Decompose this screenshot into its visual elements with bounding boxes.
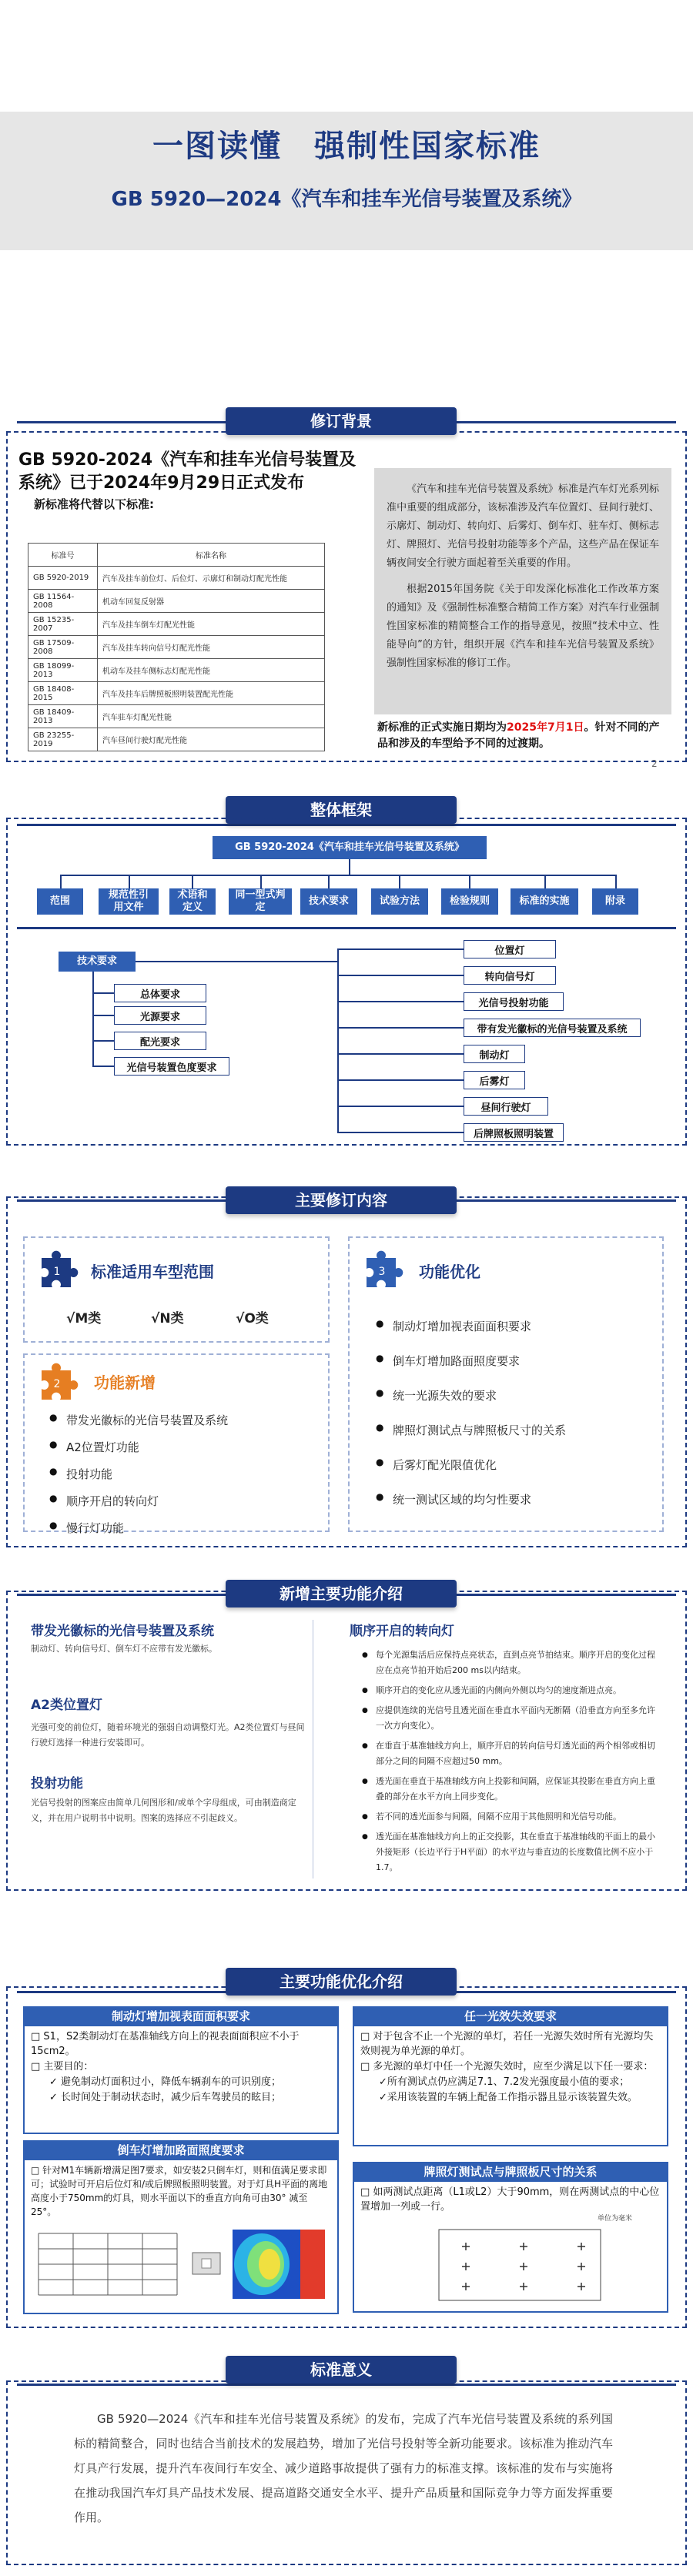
connector-line	[328, 875, 330, 888]
effective-text: 新标准的正式实施日期均为	[377, 721, 507, 734]
projection-text: 光信号投射的图案应由简单几何图形和/或单个字母组成，可由制造商定义，并在用户说明书中说明。图案的选择应不引起歧义。	[31, 1798, 296, 1823]
requirement-item: 光信号装置色度要求	[114, 1057, 229, 1076]
connector-line	[192, 875, 193, 888]
connector-line	[469, 875, 470, 888]
failure-line: □ 多光源的单灯中任一个光源失效时，应至少满足以下任一要求：	[360, 2061, 654, 2073]
table-row	[28, 636, 325, 659]
table-header-row	[28, 544, 325, 567]
revision-paragraph: 《汽车和挂车光信号装置及系统》标准是汽车灯光系列标准中重要的组成部分，该标准涉及汽车位置灯、昼间行驶灯、示廓灯、制动灯、转向灯、后雾灯、倒车灯、驻车灯、侧标志灯、牌照灯、光信号投射功能等多个产品，这些产品在保证车辆夜间安全行驶方面起着至关重要的作用。	[387, 483, 659, 569]
brake-line: □ S1，S2类制动灯在基准轴线方向上的视表面面积应不小于15cm2。	[31, 2031, 300, 2057]
chapter-box: 规范性引用文件	[99, 888, 159, 915]
failure-title: 任一光效失效要求	[353, 2006, 668, 2026]
connector-line	[92, 972, 94, 1067]
lamp-item: 后牌照板照明装置	[464, 1123, 564, 1142]
list-item: ● 应提供连续的光信号且透光面在垂直水平面内无断隔（沿垂直方向至多允许一次方向变化）。	[362, 1703, 662, 1734]
brake-body	[23, 2026, 339, 2134]
a2-text: 光强可变的前位灯，随着环境光的强弱自动调整灯光。A2类位置灯与昼间行驶灯选择一种进行安装即可。	[31, 1722, 305, 1748]
connector-line	[60, 875, 617, 876]
list-item: ● 每个光源集活后应保持点亮状态，直到点亮节拍结束。顺序开启的变化过程应在点亮节拍开始后200 ms以内结束。	[362, 1648, 662, 1678]
list-item: ● 透光面在基准轴线方向上的正交投影，其在垂直于基准轴线的平面上的最小外接矩形（长边平行于H平面）的水平边与垂直边的长度数值比例不应小于1.7。	[362, 1829, 662, 1875]
list-item: ● 后雾灯配光限值优化	[374, 1457, 659, 1473]
list-item: ● 慢行灯功能	[48, 1520, 317, 1536]
section-title-main-changes: 主要修订内容	[226, 1186, 457, 1214]
revision-description	[374, 468, 671, 714]
page-number: 2	[651, 758, 658, 769]
chapter-box: 标准的实施	[511, 888, 578, 915]
list-item: ● 统一光源失效的要求	[374, 1387, 659, 1403]
connector-line	[337, 1106, 464, 1107]
significance-text: GB 5920—2024《汽车和挂车光信号装置及系统》的发布，完成了汽车光信号装置及系统的系列国标的精简整合，同时也结合当前技术的发展趋势，增加了光信号投射等全新功能要求。该标准为推动汽车灯具产行发展，提升汽车夜间行车安全、减少道路事故提供了强有力的标准支撑。该标准的发布与实施将在推动我国汽车灯具产品技术发展、提高道路交通安全水平、提升产品质量和国际竞争力等方面发挥重要作用。	[74, 2412, 613, 2524]
table-row	[28, 567, 325, 590]
connector-line	[129, 875, 130, 888]
logo-text: 制动灯、转向信号灯、倒车灯不应带有发光徽标。	[31, 1644, 217, 1654]
optimization-title: 功能优化	[419, 1263, 480, 1281]
table-cell: 汽车及挂车倒车灯配光性能	[98, 613, 325, 636]
page-title: 一图读懂 强制性国家标准	[152, 129, 541, 164]
table-cell: GB 23255-2019	[28, 728, 98, 751]
list-item: ● 在垂直于基准轴线方向上，顺序开启的转向信号灯透光面的两个相邻或相切部分之间的间隔不应超过50 mm。	[362, 1738, 662, 1769]
revision-paragraph: 根据2015年国务院《关于印发深化标准化工作改革方案的通知》及《强制性标准整合精简工作方案》对汽车行业强制性国家标准的精简整合工作的指导意见，按照“技术中立、性能导向”的方针，组织开展《汽车和挂车光信号装置及系统》强制性国家标准的修订工作。	[387, 584, 659, 669]
requirement-item: 光源要求	[114, 1006, 206, 1025]
brake-title: 制动灯增加视表面面积要求	[23, 2006, 339, 2026]
framework-panel	[6, 818, 687, 1146]
plate-text: □ 如两测试点距离（L1或L2）大于90mm，则在两测试点的中心位置增加一列或一行。	[360, 2186, 660, 2213]
lamp-item: 转向信号灯	[464, 966, 556, 985]
logo-title: 带发光徽标的光信号装置及系统	[31, 1624, 214, 1639]
section-title-new-features: 新增主要功能介绍	[226, 1580, 457, 1607]
table-row	[28, 728, 325, 751]
brake-line: ✓ 避免制动灯面积过小，降低车辆刹车的可识别度；	[49, 2076, 282, 2088]
connector-line	[92, 1066, 114, 1067]
chapter-box: 术语和定义	[169, 888, 216, 915]
list-item: ● 统一测试区域的均匀性要求	[374, 1491, 659, 1507]
lamp-item: 制动灯	[464, 1045, 525, 1063]
new-functions-title: 功能新增	[94, 1373, 156, 1392]
table-cell: 汽车及挂车后牌照板照明装置配光性能	[98, 682, 325, 705]
puzzle-icon	[37, 1360, 79, 1401]
connector-line	[92, 992, 114, 994]
sequential-title: 顺序开启的转向灯	[350, 1624, 454, 1639]
chapter-box: 同一型式判定	[229, 888, 292, 915]
reverse-light-diagram	[31, 2222, 331, 2307]
list-item: ● 透光面在垂直于基准轴线方向上投影和间隔，应保证其投影在垂直方向上重叠的部分在水平方向上同步变化。	[362, 1774, 662, 1805]
connector-line	[337, 1132, 464, 1133]
failure-body	[353, 2026, 668, 2146]
vehicle-class: √N类	[151, 1311, 184, 1326]
puzzle-icon	[362, 1247, 403, 1289]
table-cell: GB 18099-2013	[28, 659, 98, 682]
table-cell: GB 17509-2008	[28, 636, 98, 659]
plate-diagram	[431, 2208, 654, 2307]
connector-line	[337, 975, 464, 976]
list-item: ● A2位置灯功能	[48, 1439, 317, 1455]
section-title-optimization: 主要功能优化介绍	[226, 1968, 457, 1996]
vehicle-class: √M类	[66, 1311, 102, 1326]
table-row	[28, 682, 325, 705]
svg-text:2: 2	[53, 1378, 61, 1390]
table-cell: 机动车及挂车侧标志灯配光性能	[98, 659, 325, 682]
replaces-label: 新标准将代替以下标准:	[34, 497, 154, 511]
list-item: ● 若不同的透光面参与间隔，间隔不应用于其他照明和光信号功能。	[362, 1809, 662, 1825]
revision-headline: GB 5920-2024《汽车和挂车光信号装置及系统》已于2024年9月29日正式发布	[18, 450, 357, 493]
lamp-item: 位置灯	[464, 940, 556, 958]
plate-title: 牌照灯测试点与牌照板尺寸的关系	[353, 2162, 668, 2182]
failure-line: ✓采用该装置的车辆上配备工作指示器且显示该装置失效。	[379, 2092, 638, 2103]
connector-line	[349, 859, 350, 875]
table-cell: GB 5920-2019	[28, 567, 98, 590]
table-header-cell: 标准名称	[98, 544, 325, 567]
list-item: ● 倒车灯增加路面照度要求	[374, 1353, 659, 1369]
table-row	[28, 590, 325, 613]
connector-line	[60, 875, 62, 888]
connector-line	[544, 875, 546, 888]
section-title-significance: 标准意义	[226, 2356, 457, 2384]
brake-line: □ 主要目的：	[31, 2061, 94, 2073]
reverse-text: □ 针对M1车辆新增满足图7要求，如安装2只倒车灯，则和值满足要求即可；试验时可开启后位灯和/或后牌照板照明装置。对于灯具H平面的离地高度小于750mm的灯具，则水平面以下的垂直方向角可由30° 减至25°。	[31, 2165, 328, 2217]
chapter-box: 范围	[37, 888, 83, 915]
list-item: ● 投射功能	[48, 1466, 317, 1482]
section-divider	[17, 2384, 676, 2386]
lamp-item: 昼间行驶灯	[464, 1097, 548, 1116]
lamp-item: 带有发光徽标的光信号装置及系统	[464, 1019, 641, 1037]
section-title-framework: 整体框架	[226, 796, 457, 824]
scope-title: 标准适用车型范围	[91, 1263, 214, 1281]
a2-title: A2类位置灯	[31, 1698, 102, 1713]
table-cell: 汽车及挂车前位灯、后位灯、示廓灯和制动灯配光性能	[98, 567, 325, 590]
requirement-item: 配光要求	[114, 1032, 206, 1050]
failure-line: ✓所有测试点仍应满足7.1、7.2发光强度最小值的要求；	[379, 2076, 630, 2088]
tech-requirements-box: 技术要求	[59, 952, 136, 972]
framework-root: GB 5920-2024《汽车和挂车光信号装置及系统》	[213, 836, 487, 859]
optimization-list	[374, 1318, 659, 1526]
connector-line	[337, 948, 464, 950]
list-item: ● 顺序开启的变化应从透光面的内侧向外侧以均匀的速度渐进点亮。	[362, 1683, 662, 1698]
table-row	[28, 659, 325, 682]
brake-line: ✓ 长时间处于制动状态时，减少后车驾驶员的眩目；	[49, 2092, 282, 2103]
list-item: ● 带发光徽标的光信号装置及系统	[48, 1412, 317, 1428]
list-item: ● 牌照灯测试点与牌照板尺寸的关系	[374, 1422, 659, 1438]
table-cell: GB 15235-2007	[28, 613, 98, 636]
svg-text:1: 1	[53, 1266, 61, 1278]
table-row	[28, 705, 325, 728]
requirement-item: 总体要求	[114, 984, 206, 1002]
table-cell: GB 18409-2013	[28, 705, 98, 728]
table-row	[28, 613, 325, 636]
vehicle-class: √O类	[236, 1311, 269, 1326]
connector-line	[399, 875, 400, 888]
connector-line	[337, 1001, 464, 1002]
table-cell: GB 18408-2015	[28, 682, 98, 705]
connector-line	[136, 961, 337, 962]
table-header-cell: 标准号	[28, 544, 98, 567]
connector-line	[92, 1040, 114, 1042]
section-title-revision: 修订背景	[226, 407, 457, 435]
connector-line	[260, 875, 262, 888]
list-item: ● 制动灯增加视表面面积要求	[374, 1318, 659, 1334]
puzzle-icon	[37, 1247, 79, 1289]
page-subtitle: GB 5920—2024《汽车和挂车光信号装置及系统》	[111, 188, 582, 211]
new-functions-list	[48, 1412, 317, 1547]
table-cell: 汽车昼间行驶灯配光性能	[98, 728, 325, 751]
table-cell: 机动车回复反射器	[98, 590, 325, 613]
connector-line	[92, 1015, 114, 1016]
plate-unit: 单位为毫米	[598, 2215, 633, 2223]
table-cell: 汽车驻车灯配光性能	[98, 705, 325, 728]
connector-line	[615, 875, 617, 888]
chapter-box: 技术要求	[300, 888, 357, 915]
table-cell: 汽车及挂车转向信号灯配光性能	[98, 636, 325, 659]
svg-text:3: 3	[378, 1266, 386, 1278]
effective-text: 。针对不同的产品和涉及的车型给予不同的过渡期。	[377, 721, 660, 750]
connector-line	[337, 1053, 464, 1055]
chapter-box: 检验规则	[441, 888, 498, 915]
connector-line	[337, 1027, 464, 1029]
effective-date-note	[377, 720, 670, 752]
list-item: ● 顺序开启的转向灯	[48, 1493, 317, 1509]
table-cell: GB 11564-2008	[28, 590, 98, 613]
connector-line	[337, 1079, 464, 1081]
lamp-item: 光信号投射功能	[464, 992, 564, 1011]
sequential-list	[362, 1648, 662, 1880]
replaced-standards-table	[28, 543, 325, 751]
reverse-title: 倒车灯增加路面照度要求	[23, 2140, 339, 2160]
chapter-box: 试验方法	[371, 888, 428, 915]
chapter-box: 附录	[592, 888, 638, 915]
projection-title: 投射功能	[31, 1776, 83, 1791]
lamp-item: 后雾灯	[464, 1071, 525, 1089]
effective-date: 2025年7月1日	[507, 721, 584, 734]
section-divider	[17, 927, 676, 929]
failure-line: □ 对于包含不止一个光源的单灯，若任一光源失效时所有光源均失效则视为单光源的单灯。	[360, 2031, 654, 2057]
